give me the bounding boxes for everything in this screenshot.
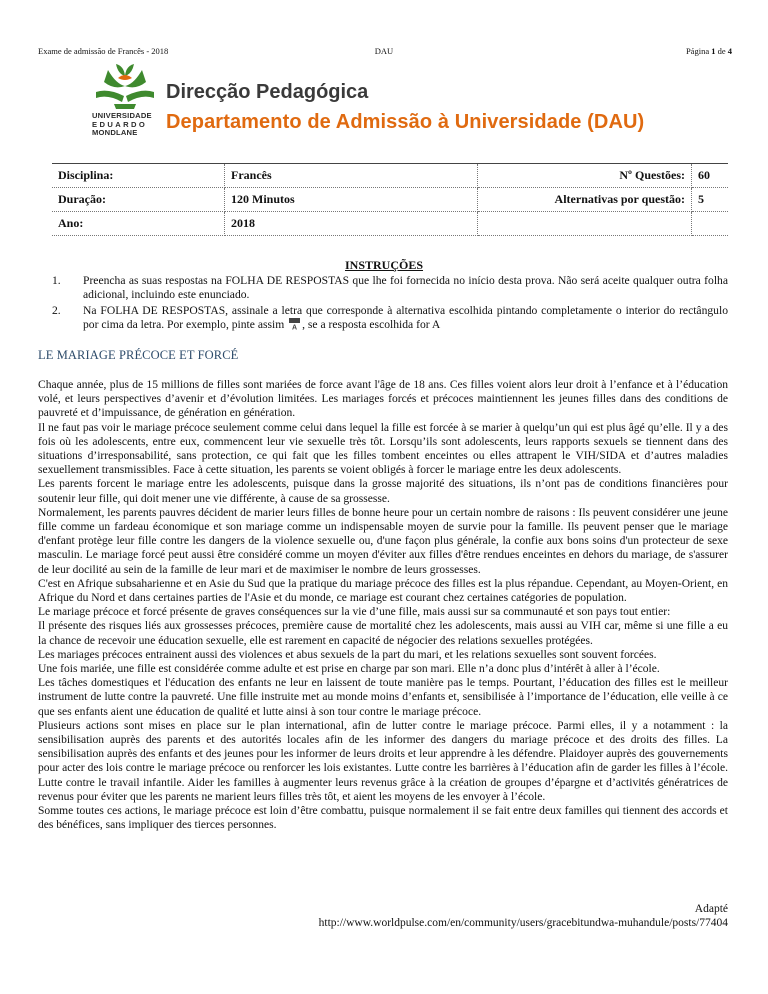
emblem-leaf-top-right — [125, 64, 134, 76]
article-paragraph: Normalement, les parents pauvres décident de marier leurs filles de bonne heure pour un certain nombre de raisons : Ils peuvent considérer une jeune fille comme un fardeau économique et son mariage comme un indispensable moyen de survie pour la famille. Ils peuvent penser que le mariage d'enfant protège leur fille contre les dangers de la violence sexuelle ou, d'une façon plus générale, la confie aux bons soins d'un protecteur de sexe masculin. Le mariage forcé peut aussi être considéré comme un moyen d'éviter aux filles d'être rendues enceintes en dehors du mariage, de s'assurer de leur docilité au sein de la famille de leur mari et de maximiser le nombre de leurs grossesses. — [38, 506, 728, 576]
svg-text:A: A — [292, 324, 298, 330]
instruction-item — [52, 274, 728, 302]
source-label: Adapté — [694, 903, 728, 915]
emblem-wing-left — [96, 91, 124, 102]
info-value-disciplina: Francês — [225, 164, 478, 188]
emblem-wing-right — [126, 91, 154, 102]
source-url: http://www.worldpulse.com/en/community/users/gracebitundwa-muhandule/posts/77404 — [318, 917, 728, 929]
emblem-leaf-top-left — [116, 64, 125, 76]
uem-emblem-icon — [94, 62, 156, 112]
logo-university-name: UNIVERSIDADE EDUARDO MONDLANE — [92, 111, 152, 138]
article-paragraph: C'est en Afrique subsaharienne et en Asie du Sud que la pratique du mariage précoce des filles est la plus répandue. Cependant, au Moyen-Orient, en Afrique du Nord et dans certaines parties de l'Asie et du monde, ce mariage est courant chez certaines catégories de population. — [38, 577, 728, 605]
exam-info-table — [52, 163, 728, 236]
instruction-number: 2. — [52, 304, 61, 317]
dau-department-title: Departamento de Admissão à Universidade (DAU) — [166, 111, 645, 133]
article-paragraph: Les parents forcent le mariage entre les adolescents, puisque dans la grosse majorité des situations, ils n’ont pas de conditions financières pour soutenir leur fille, qui doit mener une vie différente, à cause de sa grossesse. — [38, 478, 728, 505]
article-paragraph: Somme toutes ces actions, le mariage précoce est loin d’être combattu, puisque normalement il se fait entre deux familles qui tiennent des accords et des bénéfices, sans impliquer des tierces personnes. — [38, 805, 728, 832]
header-dau: DAU — [374, 46, 394, 56]
exam-info-row — [52, 164, 728, 188]
instruction-text-end: , se a resposta escolhida for A — [302, 318, 441, 331]
exam-info-row — [52, 212, 728, 236]
article-body — [38, 378, 728, 833]
info-label-alternativas: Alternativas por questão: — [478, 188, 692, 212]
instruction-text: Na FOLHA DE RESPOSTAS, assinale a letra que corresponde à alternativa escolhida pintando completamente o interior do rectângulo por cima da letra. Por exemplo, pinte assim — [83, 304, 728, 331]
article-paragraph: Il ne faut pas voir le mariage précoce seulement comme celui dans lequel la fille est forcée à se marier à quelqu’un qui est plus âgé qu’elle. Il y a des fois où les adolescents, entre eux, commencent leur vie sexuelle très tôt. Lorsqu’ils sont adolescents, leurs rapports sexuels se tiennent dans des situations d’irresponsabilité, sans protection, ce qui fait que les filles tombent enceintes ou elles attrapent le VIH/SIDA et d’autres maladies sexuellement transmissibles. Face à cette situation, les parents se voient obligés à forcer le mariage entre les deux adolescents. — [38, 421, 728, 477]
article-paragraph: Le mariage précoce et forcé présente de graves conséquences sur la vie d’une fille, mais aussi sur sa communauté et son pays tout entier: — [38, 606, 671, 619]
info-label-disciplina: Disciplina: — [52, 164, 225, 188]
article-source — [319, 902, 728, 930]
info-empty-cell — [692, 212, 729, 236]
info-label-ano: Ano: — [52, 212, 225, 236]
instruction-text: Preencha as suas respostas na FOLHA DE RESPOSTAS que lhe foi fornecida no início desta prova. Não será aceite qualquer outra folha adicional, incluindo este enunciado. — [83, 274, 728, 301]
info-value-alternativas: 5 — [692, 188, 729, 212]
info-empty-cell — [478, 212, 692, 236]
emblem-sun — [118, 75, 132, 80]
university-logo — [92, 62, 156, 152]
info-value-duracao: 120 Minutos — [225, 188, 478, 212]
instruction-number: 1. — [52, 274, 61, 287]
instructions-list — [52, 274, 728, 334]
article-paragraph: Les tâches domestiques et l'éducation des enfants ne leur en laissent de toute manière pas le temps. Pourtant, l’éducation des filles est le meilleur instrument de lutte contre la pauvreté. Une fille instruite met au monde moins d’enfants et, sensibilisée à l’importance de l’éducation, elle veille à ce que ses enfants aient une éducation de qualité et lutte ainsi à son tour contre le mariage précoce. — [38, 677, 728, 718]
article-paragraph: Chaque année, plus de 15 millions de filles sont mariées de force avant l'âge de 18 ans. Ces filles voient alors leur droit à l’enfance et à l’éducation volé, et leurs perspectives d’avenir et d’évolution limitées. Les mariages forcés et précoces maintiennent les jeunes filles dans des conditions de pauvreté et d’impuissance, de génération en génération. — [38, 379, 728, 420]
info-label-questoes: Nº Questões: — [478, 164, 692, 188]
emblem-base — [114, 104, 136, 109]
header-exam-name: Exame de admissão de Francês - 2018 — [38, 46, 169, 56]
filled-rectangle-a-icon — [288, 318, 301, 330]
article-paragraph: Une fois mariée, une fille est considérée comme adulte et est prise en charge par son mari. Elle n’a donc plus d’intérêt à aller à l’école. — [38, 663, 660, 676]
direction-pedagogica-title: Direcção Pedagógica — [166, 81, 369, 103]
header-page-number: Página 1 de 4 — [685, 46, 732, 56]
article-title: LE MARIAGE PRÉCOCE ET FORCÉ — [38, 348, 239, 362]
exam-info-row — [52, 188, 728, 212]
info-value-questoes: 60 — [692, 164, 729, 188]
instructions-title: INSTRUÇÕES — [344, 258, 424, 272]
article-paragraph: Plusieurs actions sont mises en place sur le plan international, afin de lutter contre le mariage précoce. Parmi elles, il y a notamment : la sensibilisation auprès des parents et des autorités locales afin de les informer des dangers du mariage précoce et des droits des filles. La sensibilisation auprès des enfants et des jeunes pour les informer de leurs droits et leur apprendre à les défendre. Plaidoyer auprès des gouvernements pour acter des lois contre le mariage précoce ou renforcer les lois existantes. Lutte contre les barrières à l’éducation afin de garder les filles à l’école. Lutte contre le travail infantile. Aider les familles à augmenter leurs revenus grâce à la création de groupes d’épargne et d’activités génératrices de revenus pour éviter que les parents ne marient leurs filles très tôt, et aient les moyens de les envoyer à l’école. — [38, 719, 728, 803]
instruction-item — [52, 304, 728, 332]
article-paragraph: Il présente des risques liés aux grossesses précoces, première cause de mortalité chez les adolescents, mais aussi au VIH car, même si une fille a eu la chance de recevoir une éducation sexuelle, elle est rarement en capacité de négocier des relations sexuelles protégées. — [38, 620, 728, 647]
article-paragraph: Les mariages précoces entrainent aussi des violences et abus sexuels de la part du mari, et les relations sexuelles sont souvent forcées. — [38, 648, 657, 661]
info-label-duracao: Duração: — [52, 188, 225, 212]
info-value-ano: 2018 — [225, 212, 478, 236]
